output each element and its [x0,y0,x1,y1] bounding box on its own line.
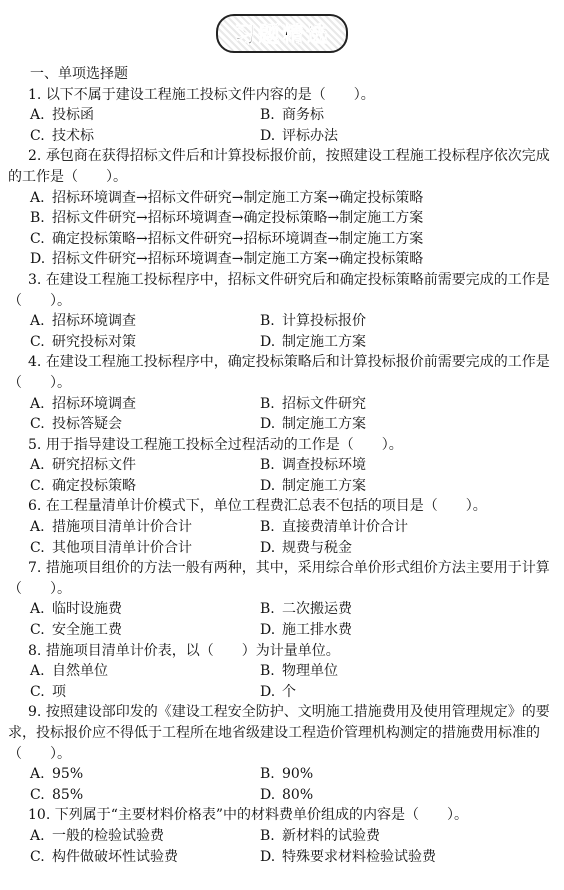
question-text [8,558,560,599]
option-item [30,105,260,126]
question-stem: 承包商在获得招标文件后和计算投标报价前，按照建设工程施工投标程序依次完成的工作是（ ）。 [8,148,550,185]
question-text [8,805,560,826]
option-text: 技术标 [52,127,94,144]
question-item [8,496,560,558]
question-text [8,702,560,764]
option-text: 施工排水费 [282,622,352,639]
option-text: 直接费清单计价合计 [282,519,408,536]
option-item [30,785,260,806]
option-text: 新材料的试验费 [282,827,380,844]
option-item [30,311,260,332]
question-item [8,702,560,805]
question-number: 7. [28,560,42,577]
question-number: 9. [28,704,42,721]
option-text: 二次搬运费 [282,601,352,618]
options-group [8,599,560,640]
option-label: A. [30,189,45,206]
option-item [260,785,490,806]
option-item [30,661,260,682]
option-text: 投标函 [52,107,94,124]
option-item [30,332,260,353]
option-label: C. [30,416,45,433]
option-text: 其他项目清单计价合计 [52,539,192,556]
question-item [8,558,560,640]
option-label: D. [260,683,276,700]
option-item [30,188,560,209]
question-text [8,85,560,106]
question-text [8,146,560,187]
option-text: 评标办法 [282,127,338,144]
option-text: 个 [282,683,296,700]
question-item [8,270,560,352]
option-item [30,764,260,785]
option-text: 临时设施费 [52,601,122,618]
option-label: B. [260,519,275,536]
option-text: 物理单位 [282,663,338,680]
option-item [30,414,260,435]
question-number: 2. [28,148,42,165]
question-stem: 在建设工程施工投标程序中，招标文件研究后和确定投标策略前需要完成的工作是（ ）。 [8,271,550,309]
question-text [8,641,560,662]
option-label: B. [260,395,275,412]
option-text: 招标环境调查 [52,395,136,412]
option-label: A. [30,663,45,680]
options-group [8,394,560,435]
question-item [8,352,560,434]
question-stem: 用于指导建设工程施工投标全过程活动的工作是（ ）。 [45,436,403,453]
option-item [260,538,490,559]
option-item [260,599,490,620]
options-group [8,826,560,867]
option-item [260,826,490,847]
question-number: 1. [28,86,42,103]
options-group [8,188,560,270]
question-number: 5. [28,436,42,453]
option-item [30,455,260,476]
question-stem: 按照建设部印发的《建设工程安全防护、文明施工措施费用及使用管理规定》的要求，投标报价应不得低于工程所在地省级建设工程造价管理机构测定的措施费用标准的（ ）。 [8,704,550,762]
option-text: 85% [52,786,84,803]
option-label: D. [260,477,276,494]
options-group [8,517,560,558]
option-text: 制定施工方案 [282,477,366,494]
option-item [260,517,490,538]
option-text: 95% [52,766,84,783]
question-item [8,641,560,703]
option-item [260,682,490,703]
option-label: C. [30,683,45,700]
option-text: 研究投标对策 [52,333,136,350]
option-label: C. [30,230,45,247]
option-item [260,476,490,497]
option-text: 确定投标策略 [52,477,136,494]
option-label: D. [260,622,276,639]
question-item [8,805,560,867]
question-list [8,64,560,867]
option-label: A. [30,457,45,474]
option-text: 制定施工方案 [282,333,366,350]
option-label: B. [260,663,275,680]
option-text: 商务标 [282,107,324,124]
option-label: B. [260,827,275,844]
question-number: 3. [28,271,42,288]
option-item [260,105,490,126]
question-item [8,435,560,497]
question-item [8,146,560,270]
option-text: 计算投标报价 [282,313,366,330]
option-item [260,661,490,682]
option-text: 特殊要求材料检验试验费 [282,848,436,865]
option-text: 制定施工方案 [282,416,366,433]
option-text: 投标答疑会 [52,416,122,433]
options-group [8,764,560,805]
question-text [8,270,560,311]
option-label: D. [260,127,276,144]
option-label: C. [30,127,45,144]
question-stem: 在工程量清单计价模式下，单位工程费汇总表不包括的项目是（ ）。 [45,498,487,515]
option-item [260,311,490,332]
option-label: D. [260,539,276,556]
question-number: 4. [28,354,42,371]
option-text: 招标环境调查→招标文件研究→制定施工方案→确定投标策略 [52,189,424,206]
option-label: A. [30,395,45,412]
option-label: D. [260,786,276,803]
option-text: 构件做破坏性试验费 [52,848,178,865]
option-label: B. [260,457,275,474]
question-stem: 下列属于“主要材料价格表”中的材料费单价组成的内容是（ ）。 [54,807,469,824]
option-item [260,455,490,476]
options-group [8,311,560,352]
option-label: C. [30,333,45,350]
option-text: 研究招标文件 [52,457,136,474]
option-text: 招标文件研究 [282,395,366,412]
question-item [8,85,560,147]
option-label: A. [30,313,45,330]
option-label: C. [30,539,45,556]
question-stem: 在建设工程施工投标程序中，确定投标策略后和计算投标报价前需要完成的工作是（ ）。 [8,354,550,391]
option-text: 招标文件研究→招标环境调查→确定投标策略→制定施工方案 [52,210,424,227]
option-label: D. [260,416,276,433]
option-item [30,229,560,250]
option-item [30,620,260,641]
option-item [30,682,260,703]
option-item [30,476,260,497]
question-number: 10. [28,807,51,824]
option-label: C. [30,786,45,803]
option-label: B. [260,313,275,330]
option-label: A. [30,107,45,124]
options-group [8,455,560,496]
question-stem: 措施项目组价的方法一般有两种，其中，采用综合单价形式组价方法主要用于计算（ ）。 [8,560,550,597]
option-label: A. [30,827,45,844]
option-text: 自然单位 [52,663,108,680]
option-label: C. [30,848,45,865]
option-item [260,126,490,147]
option-text: 项 [52,683,66,700]
option-label: B. [30,210,45,227]
option-item [30,538,260,559]
option-text: 调查投标环境 [282,457,366,474]
option-item [30,394,260,415]
option-item [30,208,560,229]
option-item [260,847,490,868]
option-item [30,249,560,270]
option-text: 招标文件研究→招标环境调查→制定施工方案→确定投标策略 [52,251,424,268]
option-text: 确定投标策略→招标文件研究→招标环境调查→制定施工方案 [52,230,424,247]
option-label: C. [30,477,45,494]
option-text: 80% [282,786,314,803]
option-label: D. [30,251,46,268]
option-item [260,620,490,641]
option-item [260,394,490,415]
question-text [8,496,560,517]
page-title: 习题精选 [216,14,348,53]
option-label: B. [260,601,275,618]
options-group [8,661,560,702]
question-number: 6. [28,498,42,515]
option-label: B. [260,766,275,783]
question-number: 8. [28,642,42,659]
option-item [30,847,260,868]
options-group [8,105,560,146]
option-text: 90% [282,766,314,783]
option-item [260,414,490,435]
option-text: 措施项目清单计价合计 [52,519,192,536]
option-text: 招标环境调查 [52,313,136,330]
option-label: A. [30,601,45,618]
question-stem: 措施项目清单计价表，以（ ）为计量单位。 [45,642,340,659]
option-text: 规费与税金 [282,539,352,556]
option-label: D. [260,333,276,350]
option-item [30,517,260,538]
question-text [8,352,560,393]
option-label: A. [30,519,45,536]
option-label: D. [260,848,276,865]
option-item [260,332,490,353]
option-text: 一般的检验试验费 [52,827,164,844]
option-item [260,764,490,785]
question-text [8,435,560,456]
question-stem: 以下不属于建设工程施工投标文件内容的是（ ）。 [45,86,375,103]
title-banner [0,14,564,53]
section-heading: 一、单项选择题 [30,66,128,82]
option-item [30,826,260,847]
option-item [30,126,260,147]
option-label: B. [260,107,275,124]
option-text: 安全施工费 [52,622,122,639]
option-label: A. [30,766,45,783]
option-label: C. [30,622,45,639]
option-item [30,599,260,620]
